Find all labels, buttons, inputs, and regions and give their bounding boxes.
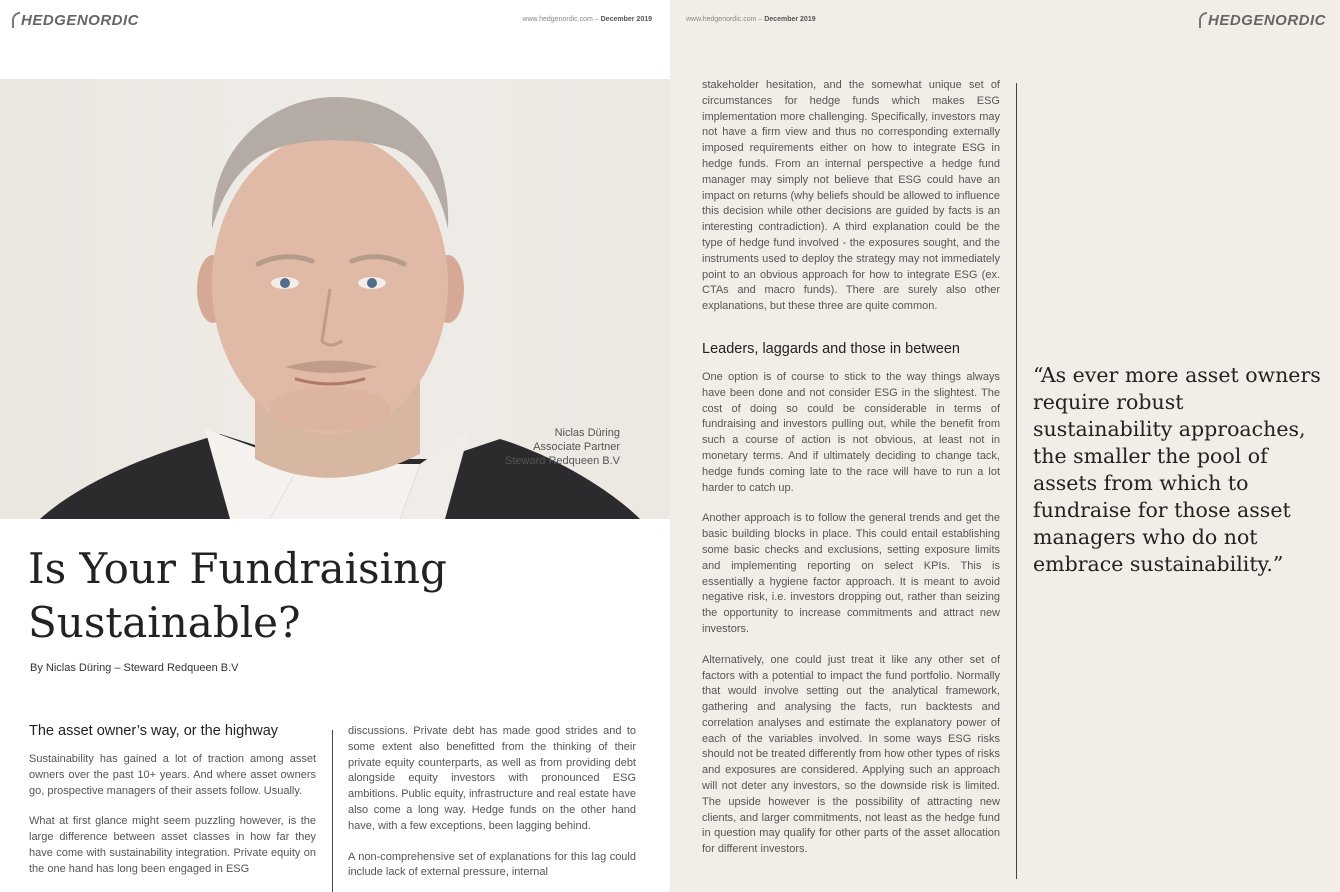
left-column-1 (29, 722, 316, 892)
section-heading-asset-owners-way: The asset owner’s way, or the highway (29, 723, 279, 739)
running-head-separator: – (592, 16, 601, 23)
section-heading-leaders-laggards: Leaders, laggards and those in between (702, 340, 960, 357)
byline: By Niclas Düring – Steward Redqueen B.V (30, 662, 239, 674)
logo-swoosh-icon (1199, 12, 1207, 28)
article-title: Is Your Fundraising Sustainable? (28, 544, 447, 647)
right-column (702, 78, 1000, 873)
paragraph: discussions. Private debt has made good strides and to some extent also benefitted from the thinking of their private equity counterparts, as well as from providing debt alongside equity investors with pronounced ESG ambitions. Public equity, infrastructure and real estate have also come a long way. Hedge funds on the other hand have, with a few exceptions, been lagging behind. (348, 725, 636, 832)
running-head-date: December 2019 (600, 16, 652, 23)
caption-name: Niclas Düring (554, 427, 620, 439)
logo-swoosh-icon (12, 12, 20, 28)
caption-role: Associate Partner (533, 441, 620, 453)
column-divider (1016, 83, 1017, 879)
caption-company: Steward Redqueen B.V (505, 455, 620, 467)
photo-caption (505, 426, 620, 468)
paragraph: One option is of course to stick to the way things always have been done and not consider ESG in the slightest. The cost of doing so could be considerable in terms of fundraising and investors pulling out, while the benefit from such a course of action is not obvious, at least not in monetary terms. And if ultimately deciding to change tack, hedge funds coming late to the race will have to run a lot harder to catch up. (702, 370, 1000, 494)
running-head (686, 16, 816, 23)
column-divider (332, 730, 333, 892)
running-head-separator: – (756, 16, 765, 23)
running-head-date: December 2019 (764, 16, 816, 23)
paragraph: Another approach is to follow the general trends and get the basic building blocks in place. This could entail establishing some basic checks and exclusions, setting exposure limits and implementing reporting on select KPIs. This is essentially a hygiene factor approach. It is meant to avoid negative risk, i.e. investors dropping out, rather than seizing the opportunity to increase commitments and attract new investors. (702, 512, 1000, 635)
logo-text: HEDGENORDIC (1207, 12, 1326, 29)
logo-text: HEDGENORDIC (21, 12, 140, 29)
paragraph: A non-comprehensive set of explanations for this lag could include lack of external pressure, internal (348, 850, 636, 879)
pull-quote: “As ever more asset owners require robust sustainability approaches, the smaller the pool of assets from which to fundraise for those asset managers who do not embrace sustainability.” (1033, 363, 1321, 576)
paragraph: What at first glance might seem puzzling however, is the large difference between asset classes in how far they have come with sustainability integration. Private equity on the one hand has long been engaged in ESG (29, 815, 316, 875)
paragraph: Sustainability has gained a lot of traction among asset owners over the past 10+ years. And where asset owners go, prospective managers of their assets follow. Usually. (29, 753, 316, 797)
paragraph: stakeholder hesitation, and the somewhat unique set of circumstances for hedge funds which makes ESG implementation more challenging. Specifically, investors may not have a firm view and thus no corresponding externally imposed requirements either on how to integrate ESG in hedge funds. From an internal perspective a hedge fund manager may simply not believe that ESG could have an impact on returns (why beliefs should be allowed to influence this decision while other decisions are guided by facts is an interesting contradiction). A third explanation could be the type of hedge fund involved - the exposures sought, and the instruments used to deploy the strategy may not immediately point to an obvious approach for how to integrate ESG (ex. CTAs and macro funds). There are surely also other explanations, but these three are quite common. (702, 79, 1000, 313)
left-column-2 (348, 724, 636, 892)
running-head (522, 16, 652, 23)
hedgenordic-logo (1199, 12, 1326, 29)
running-head-site: www.hedgenordic.com (522, 16, 593, 23)
running-head-site: www.hedgenordic.com (686, 16, 757, 23)
hedgenordic-logo (12, 12, 139, 29)
paragraph: Alternatively, one could just treat it like any other set of factors with a potential to impact the fund portfolio. Normally that would involve setting out the analytical framework, gathering and analysing the facts, run backtests and correlation analyses and estimate the explanatory power of each of the variables involved. In some ways ESG risks should not be treated differently from how other types of risks and exposures are considered. Applying such an approach will not deter any investors, so the downside risk is limited. The upside however is the possibility of attracting new clients, and larger commitments, not least as the hedge fund in question may qualify for other parts of the asset allocation for different investors. (702, 653, 1000, 856)
